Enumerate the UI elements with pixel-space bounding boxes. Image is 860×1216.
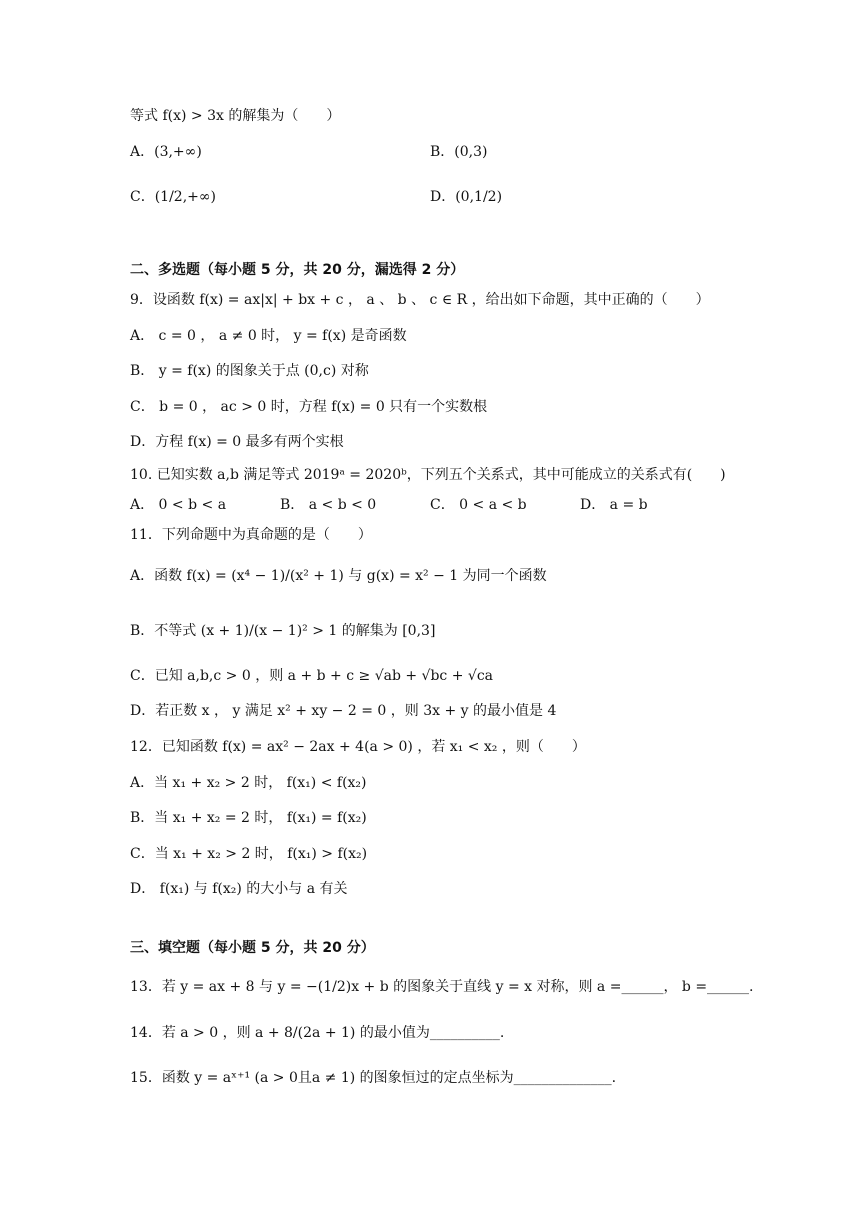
q11-option-a: A．函数 f(x) = (x⁴ − 1)/(x² + 1) 与 g(x) = x² − 1 为同一个函数: [130, 568, 547, 584]
q10-stem: 10. 已知实数 a,b 满足等式 2019ᵃ = 2020ᵇ，下列五个关系式，其中可能成立的关系式有( ): [130, 467, 726, 483]
q11-stem: 11．下列命题中为真命题的是（ ）: [130, 527, 372, 543]
q8-option-a: A．(3,+∞): [130, 144, 202, 160]
q8-option-c: C．(1/2,+∞): [130, 189, 217, 205]
q8-option-b: B．(0,3): [430, 144, 488, 160]
q12-option-a: A．当 x₁ + x₂ > 2 时， f(x₁) < f(x₂): [130, 775, 367, 791]
q13-stem: 13．若 y = ax + 8 与 y = −(1/2)x + b 的图象关于直线 y = x 对称，则 a =______， b =______.: [130, 979, 754, 995]
q12-stem: 12．已知函数 f(x) = ax² − 2ax + 4(a > 0) ，若 x₁ < x₂ ，则（ ）: [130, 739, 586, 755]
section3-heading: 三、填空题（每小题 5 分，共 20 分）: [130, 940, 375, 956]
q10-option-a: A． 0 < b < a: [130, 497, 227, 513]
q12-option-b: B．当 x₁ + x₂ = 2 时， f(x₁) = f(x₂): [130, 810, 367, 826]
q12-option-c: C．当 x₁ + x₂ > 2 时， f(x₁) > f(x₂): [130, 846, 368, 862]
q15-stem: 15．函数 y = aˣ⁺¹ (a > 0且a ≠ 1) 的图象恒过的定点坐标为______________.: [130, 1070, 617, 1086]
q11-option-d: D．若正数 x ， y 满足 x² + xy − 2 = 0 ，则 3x + y 的最小值是 4: [130, 703, 557, 719]
q9-option-b: B． y = f(x) 的图象关于点 (0,c) 对称: [130, 363, 369, 379]
q11-option-b: B．不等式 (x + 1)/(x − 1)² > 1 的解集为 [0,3]: [130, 623, 436, 639]
q9-option-a: A． c = 0 ， a ≠ 0 时， y = f(x) 是奇函数: [130, 328, 407, 344]
q8-option-d: D．(0,1/2): [430, 189, 503, 205]
q12-option-d: D． f(x₁) 与 f(x₂) 的大小与 a 有关: [130, 881, 348, 897]
q14-stem: 14．若 a > 0 ，则 a + 8/(2a + 1) 的最小值为__________.: [130, 1025, 505, 1041]
q8-stem: 等式 f(x) > 3x 的解集为（ ）: [130, 108, 341, 124]
q9-option-d: D．方程 f(x) = 0 最多有两个实根: [130, 434, 344, 450]
q11-option-c: C．已知 a,b,c > 0 ，则 a + b + c ≥ √ab + √bc + √ca: [130, 668, 494, 684]
q10-option-c: C． 0 < a < b: [430, 497, 527, 513]
q10-option-b: B． a < b < 0: [280, 497, 377, 513]
section2-heading: 二、多选题（每小题 5 分，共 20 分，漏选得 2 分）: [130, 262, 465, 278]
q10-option-d: D． a = b: [580, 497, 648, 513]
q9-stem: 9．设函数 f(x) = ax|x| + bx + c ， a 、 b 、 c ∈ R ，给出如下命题，其中正确的（ ）: [130, 292, 710, 308]
q9-option-c: C． b = 0 ， ac > 0 时，方程 f(x) = 0 只有一个实数根: [130, 399, 488, 415]
